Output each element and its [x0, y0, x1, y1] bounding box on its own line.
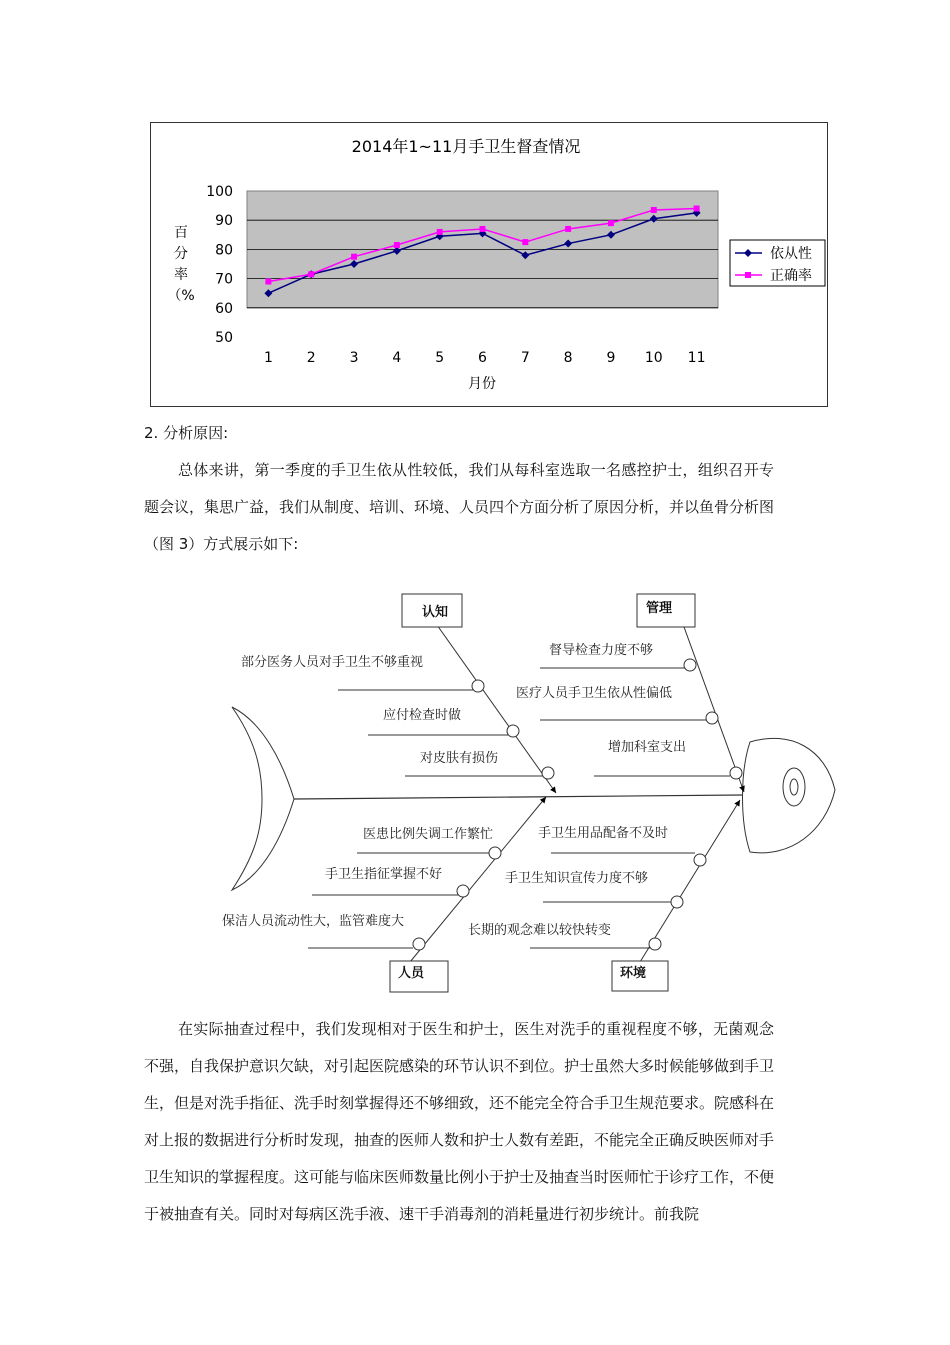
fish-eye: [783, 768, 805, 806]
category-label-cognition: 认知: [422, 605, 449, 620]
x-tick-label: 3: [349, 350, 359, 366]
cause-cognition-2: 应付检查时做: [383, 708, 462, 723]
cause-node: [730, 767, 742, 779]
fish-spine: [294, 795, 742, 799]
x-axis-label: 月份: [468, 376, 496, 392]
x-tick-label: 4: [392, 350, 402, 366]
cause-management-3: 增加科室支出: [608, 740, 687, 755]
x-tick-label: 1: [263, 350, 273, 366]
fish-head: [743, 738, 836, 853]
x-tick-label: 10: [644, 350, 663, 366]
section-heading: 2. 分析原因:: [144, 424, 229, 442]
cause-personnel-3: 保洁人员流动性大，监管难度大: [222, 914, 405, 929]
y-tick-label: 90: [215, 213, 233, 230]
y-tick-label: 70: [215, 271, 233, 288]
y-tick-label: 60: [215, 300, 233, 317]
cause-node: [507, 725, 519, 737]
cause-node: [489, 847, 501, 859]
cause-personnel-2: 手卫生指征掌握不好: [325, 867, 443, 882]
cause-node: [694, 854, 706, 866]
chart-title: 2014年1~11月手卫生督查情况: [351, 137, 581, 156]
cause-node: [457, 885, 469, 897]
cause-personnel-1: 医患比例失调工作繁忙: [363, 827, 494, 842]
x-tick-label: 5: [435, 350, 445, 366]
cause-management-1: 督导检查力度不够: [549, 643, 654, 658]
x-tick-label: 6: [478, 350, 487, 366]
paragraph-intro: 总体来讲，第一季度的手卫生依从性较低，我们从每科室选取一名感控护士，组织召开专题会议，集思广益，我们从制度、培训、环境、人员四个方面分析了原因分析，并以鱼骨分析图（图 3）方式展示如下:: [144, 461, 775, 553]
fish-tail: [232, 707, 294, 890]
cause-cognition-1: 部分医务人员对手卫生不够重视: [241, 655, 424, 670]
cause-node: [684, 659, 696, 671]
y-tick-label: 100: [206, 184, 233, 200]
x-tick-label: 9: [606, 350, 616, 366]
x-tick-label: 2: [306, 350, 316, 366]
cause-cognition-3: 对皮肤有损伤: [420, 751, 499, 766]
x-tick-label: 11: [687, 350, 706, 366]
y-axis-label-char: （%: [167, 288, 195, 304]
cause-management-2: 医疗人员手卫生依从性偏低: [516, 686, 673, 701]
cause-node: [472, 680, 484, 692]
y-axis-label-char: 分: [174, 246, 188, 262]
cause-environment-3: 长期的观念难以较快转变: [468, 923, 612, 938]
category-label-personnel: 人员: [398, 966, 425, 981]
fish-eye-inner: [790, 779, 798, 795]
y-axis-label-char: 率: [174, 267, 188, 283]
x-tick-label: 8: [563, 350, 573, 366]
x-tick-label: 7: [520, 350, 530, 366]
cause-environment-1: 手卫生用品配备不及时: [538, 826, 669, 841]
y-tick-label: 80: [215, 242, 233, 259]
cause-node: [671, 896, 683, 908]
y-tick-label: 50: [215, 330, 233, 346]
y-axis-label-char: 百: [174, 225, 188, 241]
category-label-management: 管理: [646, 601, 673, 616]
category-label-environment: 环境: [620, 966, 647, 981]
cause-node: [649, 938, 661, 950]
cause-node: [413, 938, 425, 950]
cause-node: [542, 767, 554, 779]
legend-label: 依从性: [770, 246, 812, 262]
legend-label: 正确率: [770, 268, 812, 284]
cause-environment-2: 手卫生知识宣传力度不够: [505, 871, 649, 886]
paragraph-findings: 在实际抽查过程中，我们发现相对于医生和护士，医生对洗手的重视程度不够，无菌观念不强，自我保护意识欠缺，对引起医院感染的环节认识不到位。护士虽然大多时候能够做到手卫生，但是对洗手指征、洗手时刻掌握得还不够细致，还不能完全符合手卫生规范要求。院感科在对上报的数据进行分析时发现，抽查的医师人数和护士人数有差距，不能完全正确反映医师对手卫生知识的掌握程度。这可能与临床医师数量比例小于护士及抽查当时医师忙于诊疗工作，不便于被抽查有关。同时对每病区洗手液、速干手消毒剂的消耗量进行初步统计。前我院: [144, 1020, 775, 1223]
cause-node: [706, 712, 718, 724]
